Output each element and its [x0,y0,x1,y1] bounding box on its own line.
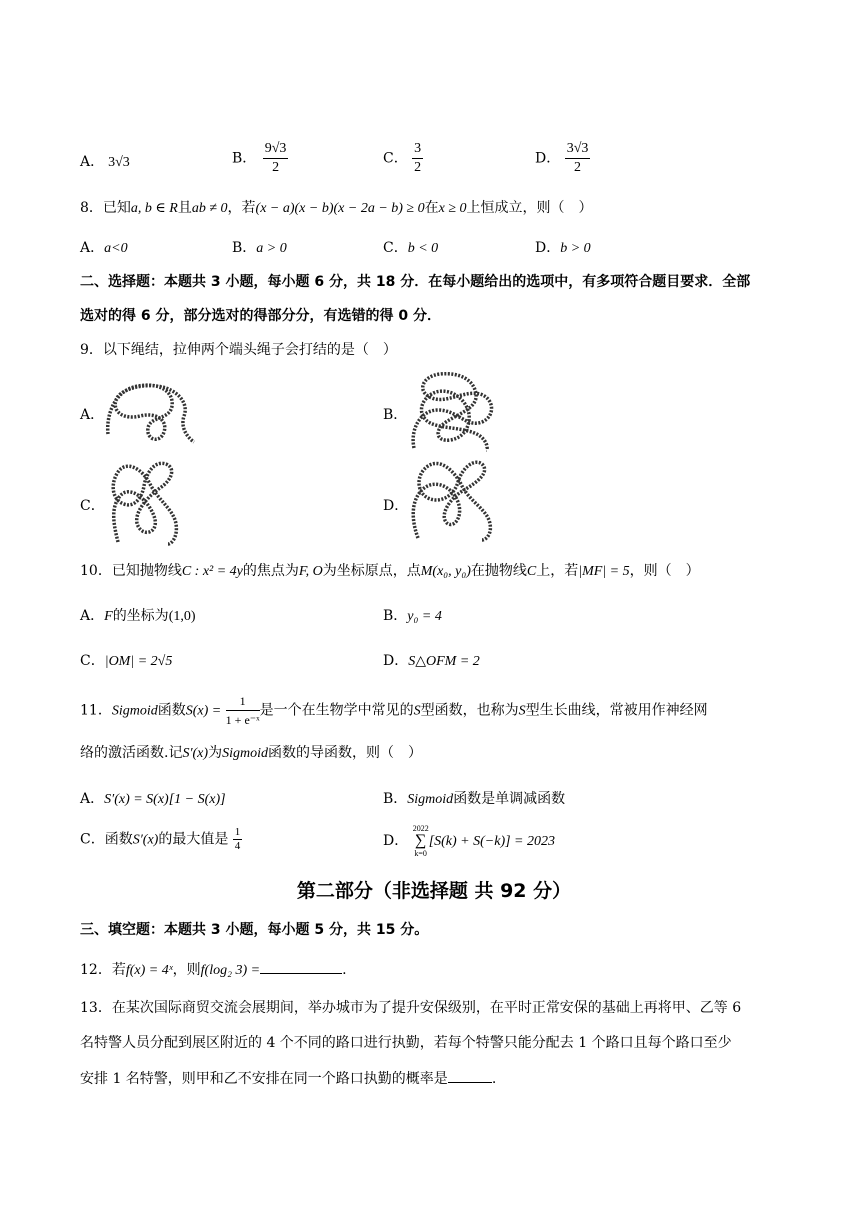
q13-line1: 13．在某次国际商贸交流会展期间，举办城市为了提升安保级别，在平时正常安保的基础上再将甲、乙等 6 [80,1000,742,1016]
q13-answer-blank[interactable] [448,1068,492,1083]
q11-stem-line1: 11．Sigmoid函数S(x) = $\frac{1}{\text{1 + e⁻ˣ}}$ 是一个在生物学中常见的S型函数，也称为S型生长曲线，常被用作神经网 [80,694,708,727]
q11-option-c: C．函数S′(x)的最大值是 $\frac{1}{4}$ [80,826,241,852]
q8-stem: 8．已知a, b ∈ R且ab ≠ 0，若(x − a)(x − b)(x − 2a − b) ≥ 0在x ≥ 0上恒成立，则（ ） [80,200,593,216]
q8-option-b: B．a > 0 [232,240,287,256]
q7-option-d: D． $\frac{3√3}{2}$ [535,141,589,175]
part2-title: 第二部分（非选择题 共 92 分） [296,880,572,902]
q12-answer-blank[interactable] [260,959,342,974]
q10-option-c: C．|OM| = 2√5 [80,653,173,669]
q7-option-b: B． $\frac{9√3}{2}$ [232,141,287,175]
section2-line2: 选对的得 6 分，部分选对的得部分分，有选错的得 0 分． [80,308,441,324]
q9-stem: 9．以下绳结，拉伸两个端头绳子会打结的是（ ） [80,342,397,358]
q12-stem: 12．若f(x) = 4ˣ，则f(log₂ 3) = . [80,959,347,981]
q8-option-c: C．b < 0 [383,240,439,256]
q9-label-d: D． [383,498,409,514]
q11-option-b: B．Sigmoid函数是单调减函数 [383,791,566,807]
q11-option-a: A．S′(x) = S(x)[1 − S(x)] [80,791,226,807]
knot-a-image [104,376,196,448]
q10-option-a: A．F的坐标为(1,0) [80,608,196,624]
q10-option-d: D．S△OFM = 2 [383,653,480,669]
q11-option-d: D． 2022 ∑ k=0 [S(k) + S(−k)] = 2023 [383,824,556,858]
q8-option-a: A．a<0 [80,240,128,256]
q9-label-a: A． [80,407,105,423]
q10-stem: 10．已知抛物线C : x² = 4y的焦点为F, O为坐标原点，点M(x₀, y₀)在抛物线C上，若|MF| = 5，则（ ） [80,563,700,579]
knot-b-image [406,370,498,452]
section3-heading: 三、填空题：本题共 3 小题，每小题 5 分，共 15 分。 [80,922,429,938]
q9-label-b: B． [383,407,408,423]
q10-option-b: B．y₀ = 4 [383,608,442,624]
q13-line3: 安排 1 名特警，则甲和乙不安排在同一个路口执勤的概率是 . [80,1068,496,1089]
q13-line2: 名特警人员分配到展区附近的 4 个不同的路口进行执勤，若每个特警只能分配去 1 个路口且每个路口至少 [80,1035,732,1051]
knot-d-image [406,460,498,542]
section2-line1: 二、选择题：本题共 3 小题，每小题 6 分，共 18 分．在每小题给出的选项中，有多项符合题目要求．全部 [80,274,751,290]
knot-c-image [104,460,184,546]
q11-stem-line2: 络的激活函数.记S′(x)为Sigmoid函数的导函数，则（ ） [80,745,422,761]
q9-label-c: C． [80,498,105,514]
q8-option-d: D．b > 0 [535,240,591,256]
sum-symbol: 2022 ∑ k=0 [412,824,429,858]
q7-option-a: A． 3√3 [80,154,130,170]
q7-option-c: C． $\frac{3}{2}$ [383,141,422,175]
q7-option-a-value: 3√3 [108,155,130,170]
